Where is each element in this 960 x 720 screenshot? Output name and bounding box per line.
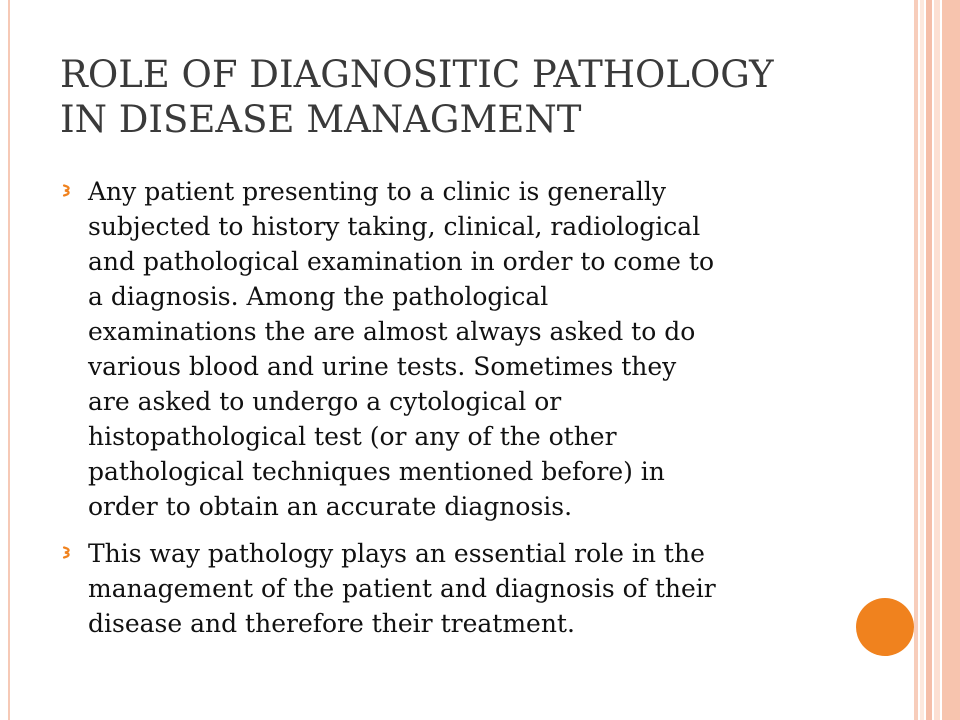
right-stripe <box>926 0 932 720</box>
bullet-text <box>88 174 842 524</box>
bullet-item <box>62 174 842 524</box>
bullet-line: disease and therefore their treatment. <box>88 609 575 638</box>
bullet-line: are asked to undergo a cytological or <box>88 387 562 416</box>
bullet-line: subjected to history taking, clinical, radiological <box>88 212 701 241</box>
bullet-line: order to obtain an accurate diagnosis. <box>88 492 573 521</box>
bullet-line: Any patient presenting to a clinic is generally <box>88 177 667 206</box>
orange-wave-bullet-icon <box>62 184 73 197</box>
bullet-line: a diagnosis. Among the pathological <box>88 282 549 311</box>
left-border-line <box>8 0 10 720</box>
slide-title-line: ROLE OF DIAGNOSITIC PATHOLOGY <box>60 53 774 96</box>
bullet-text <box>88 536 842 641</box>
slide-title <box>60 52 900 142</box>
bullet-line: histopathological test (or any of the other <box>88 422 617 451</box>
right-stripe <box>942 0 960 720</box>
right-stripe <box>934 0 940 720</box>
orange-wave-bullet-icon <box>62 546 73 559</box>
right-stripe <box>920 0 924 720</box>
bullet-line: and pathological examination in order to come to <box>88 247 714 276</box>
bullet-line: various blood and urine tests. Sometimes they <box>88 352 677 381</box>
bullet-line: pathological techniques mentioned before) in <box>88 457 665 486</box>
bullet-line: examinations the are almost always asked to do <box>88 317 696 346</box>
right-stripe <box>914 0 918 720</box>
slide-body <box>62 174 842 653</box>
orange-circle-icon <box>856 598 914 656</box>
bullet-line: management of the patient and diagnosis of their <box>88 574 716 603</box>
bullet-line: This way pathology plays an essential role in the <box>88 539 705 568</box>
slide-title-line: IN DISEASE MANAGMENT <box>60 98 582 141</box>
bullet-item <box>62 536 842 641</box>
